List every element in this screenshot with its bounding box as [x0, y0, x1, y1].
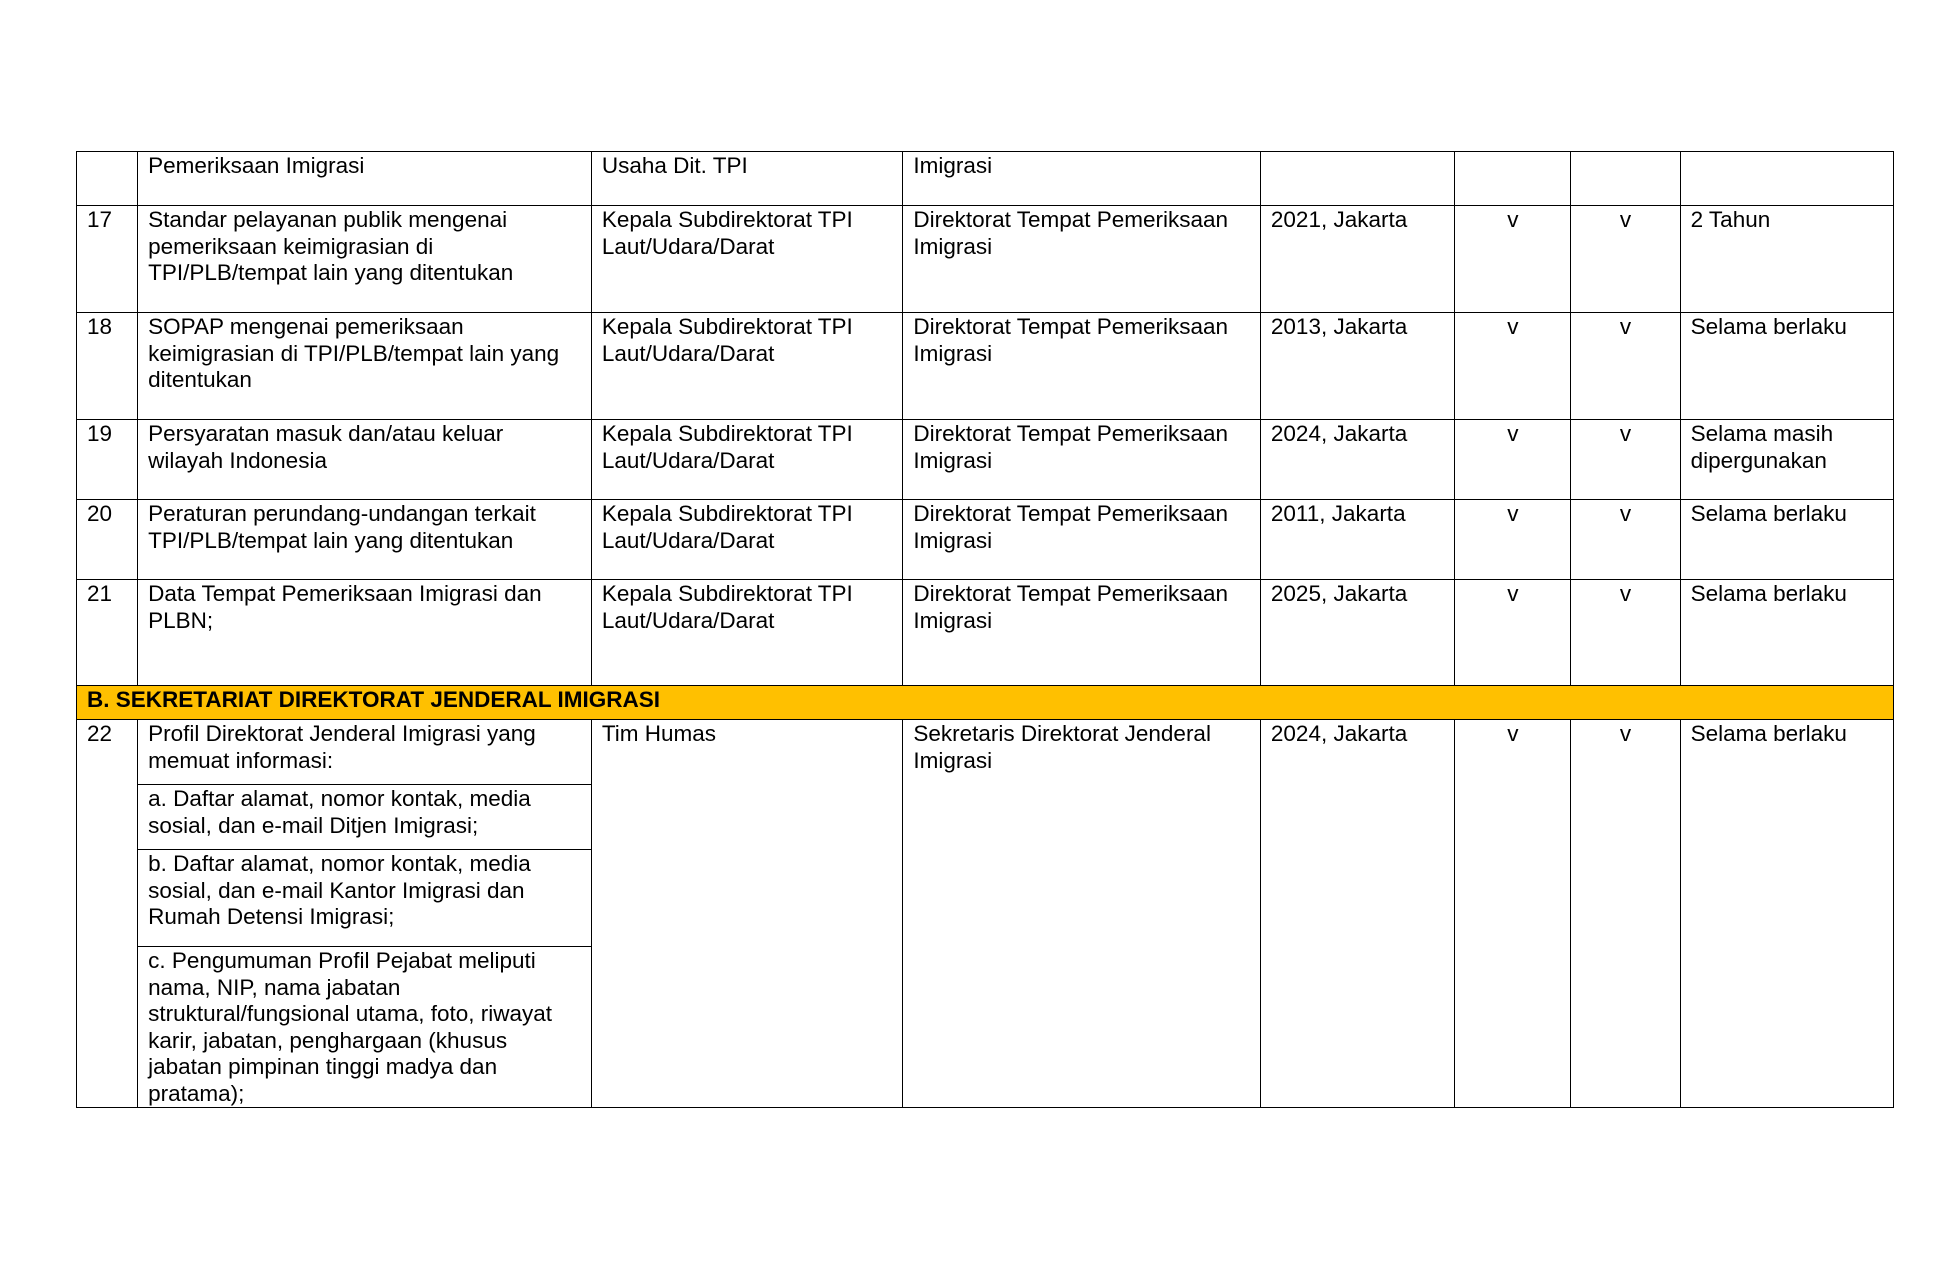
cell-a [1455, 152, 1571, 206]
cell-no: 18 [77, 313, 138, 420]
cell-info-sub-item: b. Daftar alamat, nomor kontak, media sosial, dan e-mail Kantor Imigrasi dan Rumah Detensi Imigrasi; [138, 850, 592, 947]
table-row-continuation [77, 152, 1894, 206]
cell-info: Pemeriksaan Imigrasi [138, 152, 592, 206]
cell-info: Data Tempat Pemeriksaan Imigrasi dan PLBN; [138, 580, 592, 686]
cell-retensi: Selama masih dipergunakan [1680, 420, 1893, 500]
cell-pj: Kepala Subdirektorat TPI Laut/Udara/Darat [591, 500, 903, 580]
cell-b: v [1571, 500, 1680, 580]
cell-unit: Direktorat Tempat Pemeriksaan Imigrasi [903, 580, 1261, 686]
cell-no: 20 [77, 500, 138, 580]
cell-waktu: 2024, Jakarta [1260, 420, 1454, 500]
cell-pj: Kepala Subdirektorat TPI Laut/Udara/Darat [591, 580, 903, 686]
cell-waktu: 2024, Jakarta [1260, 720, 1454, 1108]
cell-no: 21 [77, 580, 138, 686]
cell-no [77, 152, 138, 206]
table-row [77, 313, 1894, 420]
cell-b: v [1571, 206, 1680, 313]
cell-waktu [1260, 152, 1454, 206]
section-header-row [77, 686, 1894, 720]
cell-a: v [1455, 720, 1571, 1108]
cell-unit: Imigrasi [903, 152, 1261, 206]
cell-unit: Direktorat Tempat Pemeriksaan Imigrasi [903, 313, 1261, 420]
cell-unit: Sekretaris Direktorat Jenderal Imigrasi [903, 720, 1261, 1108]
cell-b [1571, 152, 1680, 206]
table-row [77, 720, 1894, 785]
cell-waktu: 2013, Jakarta [1260, 313, 1454, 420]
cell-a: v [1455, 420, 1571, 500]
table-row [77, 206, 1894, 313]
cell-info: Peraturan perundang-undangan terkait TPI/PLB/tempat lain yang ditentukan [138, 500, 592, 580]
table-row [77, 580, 1894, 686]
cell-pj: Usaha Dit. TPI [591, 152, 903, 206]
cell-info: Persyaratan masuk dan/atau keluar wilayah Indonesia [138, 420, 592, 500]
cell-pj: Kepala Subdirektorat TPI Laut/Udara/Darat [591, 420, 903, 500]
cell-pj: Tim Humas [591, 720, 903, 1108]
cell-pj: Kepala Subdirektorat TPI Laut/Udara/Darat [591, 206, 903, 313]
cell-b: v [1571, 720, 1680, 1108]
cell-a: v [1455, 500, 1571, 580]
cell-info: Profil Direktorat Jenderal Imigrasi yang memuat informasi: [138, 720, 592, 785]
cell-waktu: 2011, Jakarta [1260, 500, 1454, 580]
table-row [77, 500, 1894, 580]
section-title: B. SEKRETARIAT DIREKTORAT JENDERAL IMIGRASI [87, 687, 660, 712]
cell-waktu: 2021, Jakarta [1260, 206, 1454, 313]
cell-pj: Kepala Subdirektorat TPI Laut/Udara/Darat [591, 313, 903, 420]
information-list-table [76, 151, 1894, 1108]
cell-unit: Direktorat Tempat Pemeriksaan Imigrasi [903, 500, 1261, 580]
cell-info-sub-item: c. Pengumuman Profil Pejabat meliputi nama, NIP, nama jabatan struktural/fungsional utama, foto, riwayat karir, jabatan, penghargaan (khusus jabatan pimpinan tinggi madya dan pratama); [138, 947, 592, 1108]
cell-no: 17 [77, 206, 138, 313]
cell-retensi [1680, 152, 1893, 206]
cell-retensi: Selama berlaku [1680, 720, 1893, 1108]
cell-retensi: Selama berlaku [1680, 313, 1893, 420]
cell-b: v [1571, 313, 1680, 420]
cell-retensi: 2 Tahun [1680, 206, 1893, 313]
cell-retensi: Selama berlaku [1680, 580, 1893, 686]
cell-retensi: Selama berlaku [1680, 500, 1893, 580]
cell-a: v [1455, 580, 1571, 686]
cell-no: 22 [77, 720, 138, 1108]
cell-waktu: 2025, Jakarta [1260, 580, 1454, 686]
cell-a: v [1455, 206, 1571, 313]
cell-info: SOPAP mengenai pemeriksaan keimigrasian di TPI/PLB/tempat lain yang ditentukan [138, 313, 592, 420]
cell-unit: Direktorat Tempat Pemeriksaan Imigrasi [903, 206, 1261, 313]
cell-info-sub-item: a. Daftar alamat, nomor kontak, media sosial, dan e-mail Ditjen Imigrasi; [138, 785, 592, 850]
cell-no: 19 [77, 420, 138, 500]
cell-info: Standar pelayanan publik mengenai pemeriksaan keimigrasian di TPI/PLB/tempat lain yang ditentukan [138, 206, 592, 313]
cell-b: v [1571, 580, 1680, 686]
section-header-cell [77, 686, 1894, 720]
cell-unit: Direktorat Tempat Pemeriksaan Imigrasi [903, 420, 1261, 500]
cell-b: v [1571, 420, 1680, 500]
table-row [77, 420, 1894, 500]
cell-a: v [1455, 313, 1571, 420]
